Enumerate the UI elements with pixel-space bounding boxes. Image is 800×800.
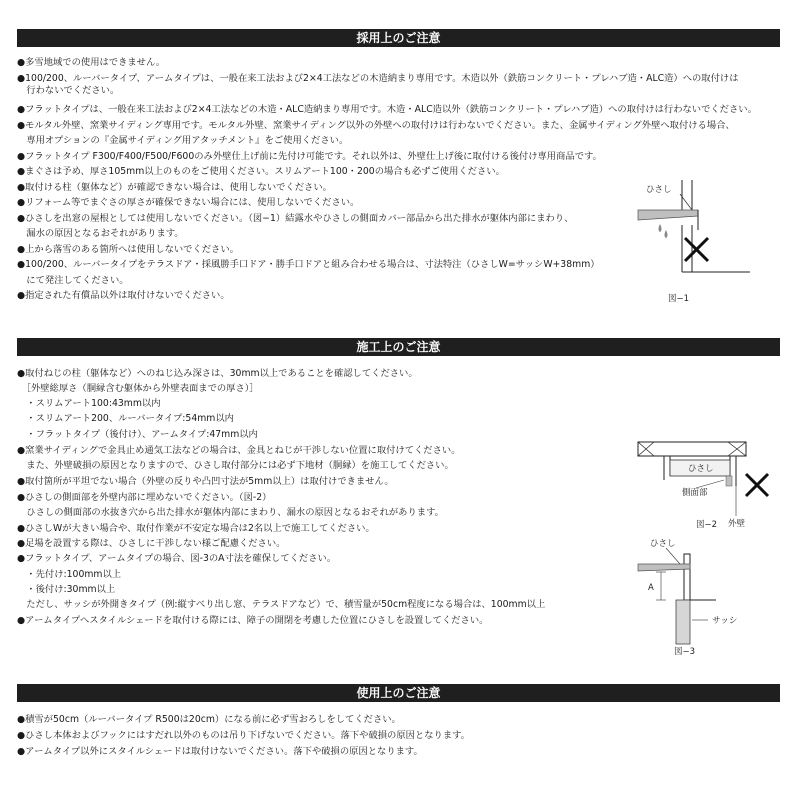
note-line: ●100/200、ルーバータイプをテラスドア・採風勝手口ドア・勝手口ドアと組み合わせる場合は、寸法特注（ひさしW=サッシW+38mm） [17,259,600,270]
note-line: ●多雪地域での使用はできません。 [17,57,166,68]
note-line: ●100/200、ルーバータイプ、アームタイプは、一般在来工法および2×4工法などの木造納まり専用です。木造以外（鉄筋コンクリート・プレハブ造・ALC造）への取付けは [17,73,739,84]
note-line: にて発注してください。 [17,275,129,286]
note-line: 行わないでください。 [17,85,120,96]
note-line: ●フラットタイプ F300/F400/F500/F600のみ外壁仕上げ前に先付け可能です。それ以外は、外壁仕上げ後に取付ける後付け専用商品です。 [17,151,602,162]
note-line: ・スリムアート100:43mm以内 [17,398,161,409]
note-line: ●取付箇所が平坦でない場合（外壁の反りや凸凹寸法が5mm以上）は取付けできません。 [17,476,394,487]
section-header-construction: 施工上のご注意 [17,338,780,356]
fig2-wall-label: 外壁 [728,519,746,529]
figure-3-diagram [636,536,756,658]
fig1-caption: 図−1 [668,294,690,304]
fig1-hisashi-label: ひさし [646,185,672,195]
note-line: 専用オプションの『金属サイディング用アタッチメント』をご使用ください。 [17,135,349,146]
figure-2-diagram [636,440,796,535]
note-line: ●指定された有償品以外は取付けないでください。 [17,290,230,301]
note-line: ●モルタル外壁、窯業サイディング専用です。モルタル外壁、窯業サイディング以外の外壁への取付けは行わないでください。また、金属サイディング外壁へ取付ける場合、 [17,120,735,131]
fig3-caption: 図−3 [674,647,696,657]
fig3-a-label: A [648,583,654,593]
note-line: ●ひさしWが大きい場合や、取付作業が不安定な場合は2名以上で施工してください。 [17,523,375,534]
note-line: ●ひさし本体およびフックにはすだれ以外のものは吊り下げないでください。落下や破損の原因となります。 [17,730,470,741]
fig2-hisashi-label: ひさし [688,464,714,474]
note-line: ・後付け:30mm以上 [17,584,116,595]
note-line: ●上から落雪のある箇所へは使用しないでください。 [17,244,239,255]
note-line: 漏水の原因となるおそれがあります。 [17,228,184,239]
note-line: ●窯業サイディングで金具止め通気工法などの場合は、金具とねじが干渉しない位置に取付けてください。 [17,445,461,456]
note-line: ・フラットタイプ（後付け）、アームタイプ:47mm以内 [17,429,258,440]
note-line: ●ひさしの側面部を外壁内部に埋めないでください。（図-2） [17,492,272,503]
note-line: ●フラットタイプは、一般在来工法および2×4工法などの木造・ALC造納まり専用です。木造・ALC造以外（鉄筋コンクリート・プレハブ造）への取付けは行わないでください。 [17,104,757,115]
note-line: ●ひさしを出窓の屋根としては使用しないでください。（図−1）結露水やひさしの側面カバー部品から出た排水が躯体内部にまわり、 [17,213,574,224]
fig3-hisashi-label: ひさし [650,539,676,549]
note-line: ●足場を設置する際は、ひさしに干渉しない様ご配慮ください。 [17,538,286,549]
note-line: ・スリムアート200、ルーバータイプ:54mm以内 [17,413,234,424]
note-line: ・先付け:100mm以上 [17,569,122,580]
note-line: ●取付ける柱（躯体など）が確認できない場合は、使用しないでください。 [17,182,332,193]
note-line: ●アームタイプ以外にスタイルシェードは取付けないでください。落下や破損の原因となります。 [17,746,423,757]
note-line: ［外壁総厚さ（胴縁含む躯体から外壁表面までの厚さ）］ [17,383,259,394]
section-header-adoption: 採用上のご注意 [17,29,780,47]
fig2-caption: 図−2 [696,520,718,530]
note-line: ●積雪が50cm（ルーバータイプ R500は20cm）になる前に必ず雪おろしをしてください。 [17,714,401,725]
note-line: ●まぐさは予め、厚さ105mm以上のものをご使用ください。スリムアート100・200の場合も必ずご使用ください。 [17,166,505,177]
fig2-side-label: 側面部 [682,488,708,498]
note-line: ひさしの側面部の水抜き穴から出た排水が躯体内部にまわり、漏水の原因となるおそれがあります。 [17,507,444,518]
figure-1-diagram [620,180,790,310]
note-line: ●リフォーム等でまぐさの厚さが確保できない場合には、使用しないでください。 [17,197,360,208]
note-line: ●アームタイプへスタイルシェードを取付ける際には、障子の開閉を考慮した位置にひさしを設置してください。 [17,615,489,626]
note-line: また、外壁破損の原因となりますので、ひさし取付部分には必ず下地材（胴縁）を施工してください。 [17,460,454,471]
note-line: ●フラットタイプ、アームタイプの場合、図-3のA寸法を確保してください。 [17,553,337,564]
fig3-sash-label: サッシ [712,616,738,626]
note-line: ただし、サッシが外開きタイプ（例:縦すべり出し窓、テラスドアなど）で、積雪量が50cm程度になる場合は、100mm以上 [17,599,546,610]
note-line: ●取付ねじの柱（躯体など）へのねじ込み深さは、30mm以上であることを確認してください。 [17,368,418,379]
section-header-usage: 使用上のご注意 [17,684,780,702]
